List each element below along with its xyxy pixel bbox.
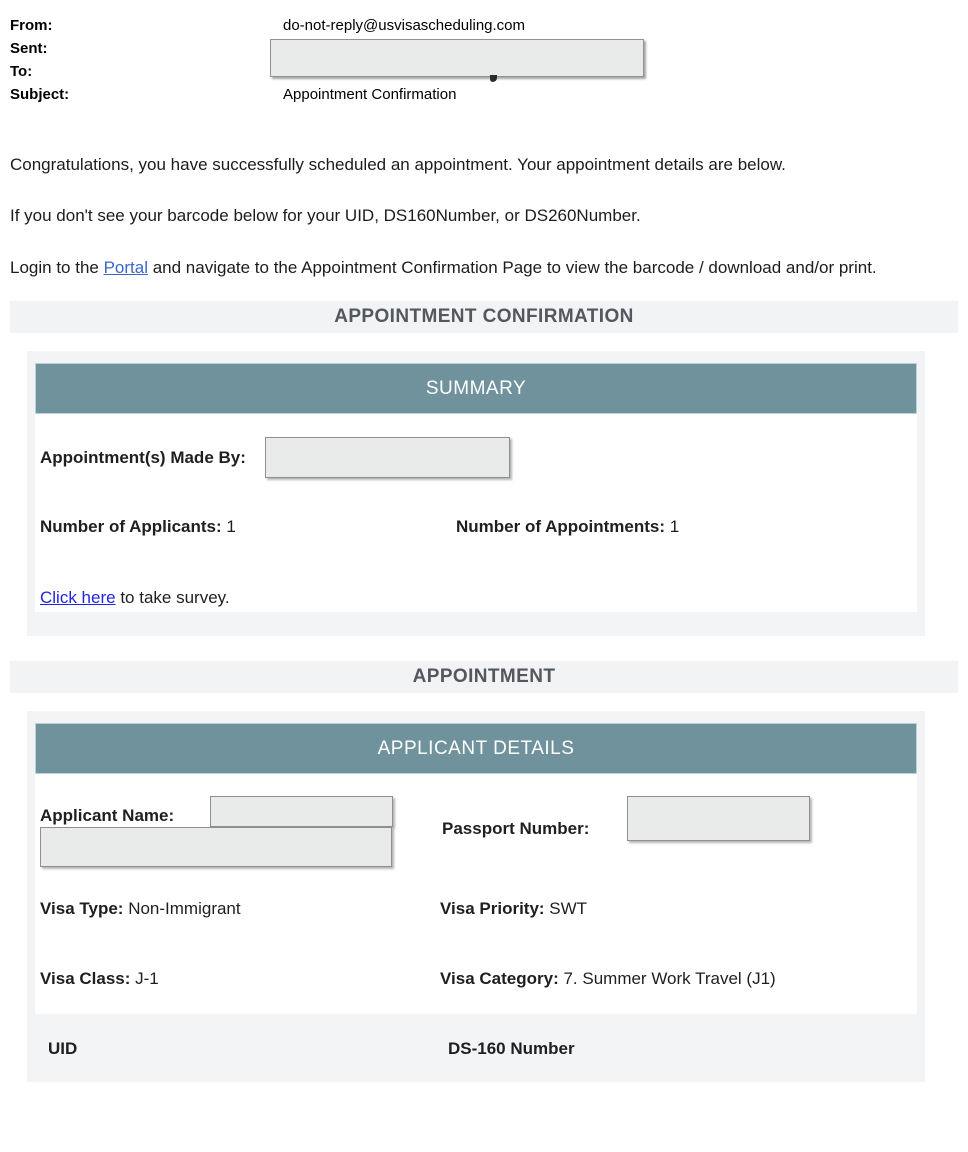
visa-priority-label: Visa Priority: <box>440 899 545 918</box>
name-passport-row <box>40 796 917 867</box>
header-redaction-box <box>270 39 644 77</box>
survey-link[interactable]: Click here <box>40 588 116 607</box>
login-text-before: Login to the <box>10 258 104 277</box>
ds160-label: DS-160 Number <box>448 1039 575 1058</box>
summary-content <box>35 414 917 612</box>
survey-text: to take survey. <box>115 588 230 607</box>
survey-row <box>40 588 917 609</box>
to-label: To: <box>10 63 33 80</box>
from-value: do-not-reply@usvisascheduling.com <box>283 17 526 34</box>
subject-value: Appointment Confirmation <box>283 86 457 103</box>
sent-label: Sent: <box>10 40 48 57</box>
portal-link[interactable]: Portal <box>103 258 148 277</box>
num-appointments-value: 1 <box>665 517 680 536</box>
email-header <box>0 0 968 106</box>
login-text-after: and navigate to the Appointment Confirmation Page to view the barcode / download and/or print. <box>148 258 877 277</box>
paragraph-barcode: If you don't see your barcode below for your UID, DS160Number, or DS260Number. <box>10 206 641 225</box>
num-applicants <box>40 517 456 537</box>
uid-row <box>35 1014 917 1082</box>
from-label: From: <box>10 17 53 34</box>
uid <box>48 1039 448 1082</box>
visa-category-value: 7. Summer Work Travel (J1) <box>558 969 776 988</box>
summary-header-bar: SUMMARY <box>35 363 917 414</box>
passport-number-label: Passport Number: <box>442 819 590 838</box>
visa-type <box>40 899 440 919</box>
header-row-from <box>10 14 958 37</box>
header-row-subject <box>10 83 958 106</box>
appointment-title: APPOINTMENT <box>10 661 958 693</box>
num-applicants-label: Number of Applicants: <box>40 517 222 536</box>
applicant-details-header-bar: APPLICANT DETAILS <box>35 723 917 774</box>
visa-type-label: Visa Type: <box>40 899 124 918</box>
visa-class <box>40 969 440 989</box>
paragraph-congratulations: Congratulations, you have successfully scheduled an appointment. Your appointment details are below. <box>10 155 786 174</box>
appointment-confirmation-title: APPOINTMENT CONFIRMATION <box>10 301 958 333</box>
applicant-name-label: Applicant Name: <box>40 806 175 825</box>
num-appointments <box>456 517 679 537</box>
ds160 <box>448 1039 575 1082</box>
counts-row <box>40 517 917 537</box>
applicant-name-redaction-1 <box>210 796 393 827</box>
applicant-details-section <box>27 711 925 1082</box>
applicant-details-content <box>35 774 917 1014</box>
visa-category-label: Visa Category: <box>440 969 559 988</box>
paragraph-login <box>10 255 954 281</box>
visa-type-row <box>40 899 917 919</box>
visa-class-label: Visa Class: <box>40 969 131 988</box>
made-by-redaction-box <box>265 437 510 478</box>
visa-type-value: Non-Immigrant <box>123 899 241 918</box>
applicant-name-redaction-2 <box>40 827 392 867</box>
made-by-label: Appointment(s) Made By: <box>40 447 246 467</box>
num-applicants-value: 1 <box>221 517 236 536</box>
summary-section <box>27 351 925 636</box>
passport-number-redaction <box>627 796 810 841</box>
subject-label: Subject: <box>10 86 70 103</box>
visa-class-row <box>40 969 917 989</box>
made-by-row <box>40 437 917 478</box>
visa-priority-value: SWT <box>544 899 588 918</box>
visa-category <box>440 969 776 989</box>
visa-priority <box>440 899 587 919</box>
visa-class-value: J-1 <box>130 969 159 988</box>
num-appointments-label: Number of Appointments: <box>456 517 666 536</box>
uid-label: UID <box>48 1039 78 1058</box>
